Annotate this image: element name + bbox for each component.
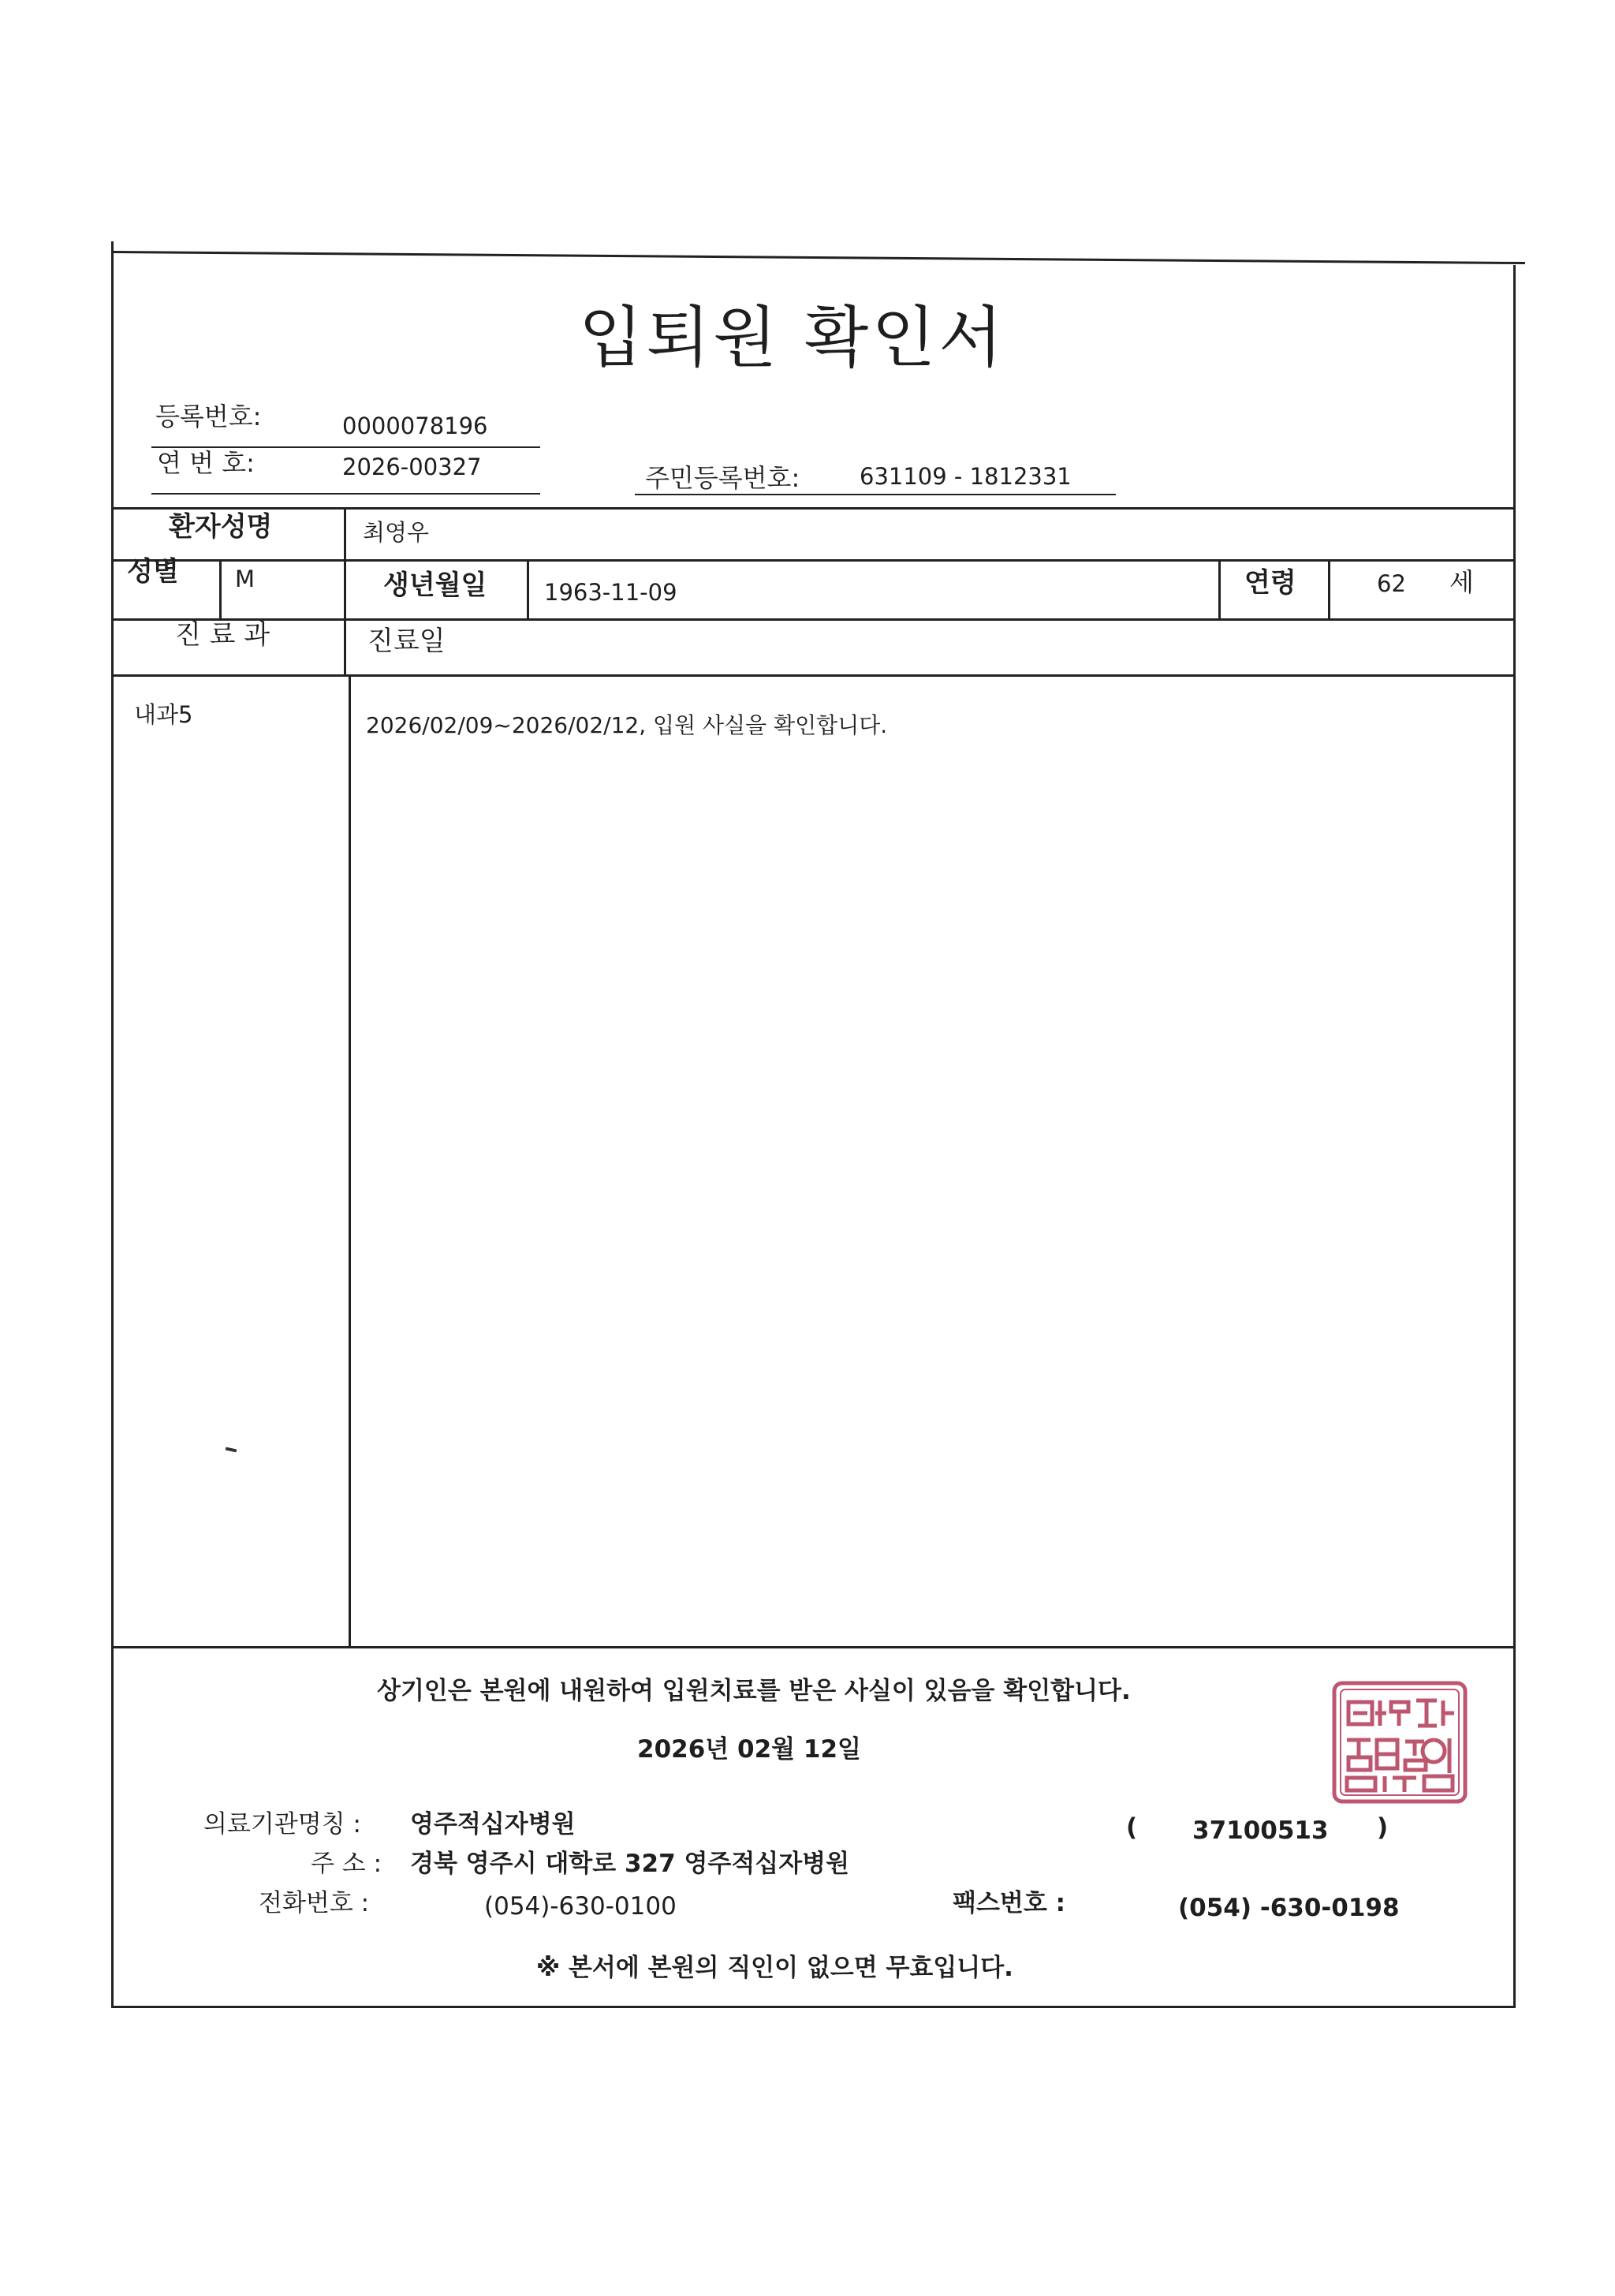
institution-code-open: ( [1126,1813,1138,1842]
registration-label: 등록번호: [155,401,262,431]
address-value: 경북 영주시 대학로 327 영주적십자병원 [410,1850,850,1878]
stray-mark [226,1447,237,1453]
treatment-date-value: 2026/02/09~2026/02/12, 입원 사실을 확인합니다. [366,712,888,738]
institution-code: 37100513 [1192,1816,1329,1845]
serial-underline [151,493,540,495]
resident-id-underline [635,494,1116,495]
institution-value: 영주적십자병원 [410,1810,576,1839]
sex-value: M [235,566,255,592]
patient-name-value: 최영우 [363,519,430,546]
issue-date: 2026년 02월 12일 [637,1735,861,1764]
table-row2-top [111,559,1516,562]
frame-top-border [114,251,1525,264]
phone-label: 전화번호 : [259,1889,370,1917]
table-row1-top [111,507,1516,510]
treatment-header-divider [344,618,346,674]
sex-value-divider [344,559,346,618]
table-row3-top [111,618,1516,621]
sex-label-divider [219,559,222,618]
age-label-right-divider [1328,559,1330,618]
frame-left-border [111,241,114,2008]
birth-label: 생년월일 [383,569,487,601]
name-divider [344,507,346,559]
registration-value: 0000078196 [342,413,488,439]
body-divider [349,674,351,1646]
fax-value: (054) -630-0198 [1178,1894,1400,1922]
resident-id-value: 631109 - 1812331 [860,463,1072,490]
department-value: 내과5 [134,701,193,728]
serial-label: 연 번 호: [157,448,255,478]
document-title: 입퇴원 확인서 [579,299,1006,376]
address-label: 주 소 : [311,1850,382,1878]
institution-code-close: ) [1377,1813,1389,1842]
birth-value: 1963-11-09 [544,579,677,606]
birth-label-divider [527,559,529,618]
sex-label: 성별 [127,556,179,588]
confirmation-statement: 상기인은 본원에 내원하여 입원치료를 받은 사실이 있음을 확인합니다. [377,1677,1131,1705]
phone-value: (054)-630-0100 [484,1892,677,1921]
validity-notice: ※ 본서에 본원의 직인이 없으면 무효입니다. [536,1954,1013,1982]
frame-right-border [1513,265,1516,2008]
official-seal-stamp [1330,1678,1470,1806]
age-unit: 세 [1449,567,1474,597]
age-value: 62 [1377,570,1406,597]
institution-label: 의료기관명칭 : [203,1810,361,1839]
age-label: 연령 [1244,567,1296,599]
resident-id-label: 주민등록번호: [645,463,800,493]
frame-bottom-border [111,2006,1516,2008]
fax-label: 팩스번호 : [953,1889,1065,1917]
serial-value: 2026-00327 [342,454,482,480]
treatment-date-label: 진료일 [367,625,446,657]
footer-top-border [111,1646,1516,1648]
department-label: 진 료 과 [175,619,270,651]
patient-name-label: 환자성명 [169,511,273,543]
age-label-left-divider [1218,559,1221,618]
table-row4-top [111,674,1516,677]
